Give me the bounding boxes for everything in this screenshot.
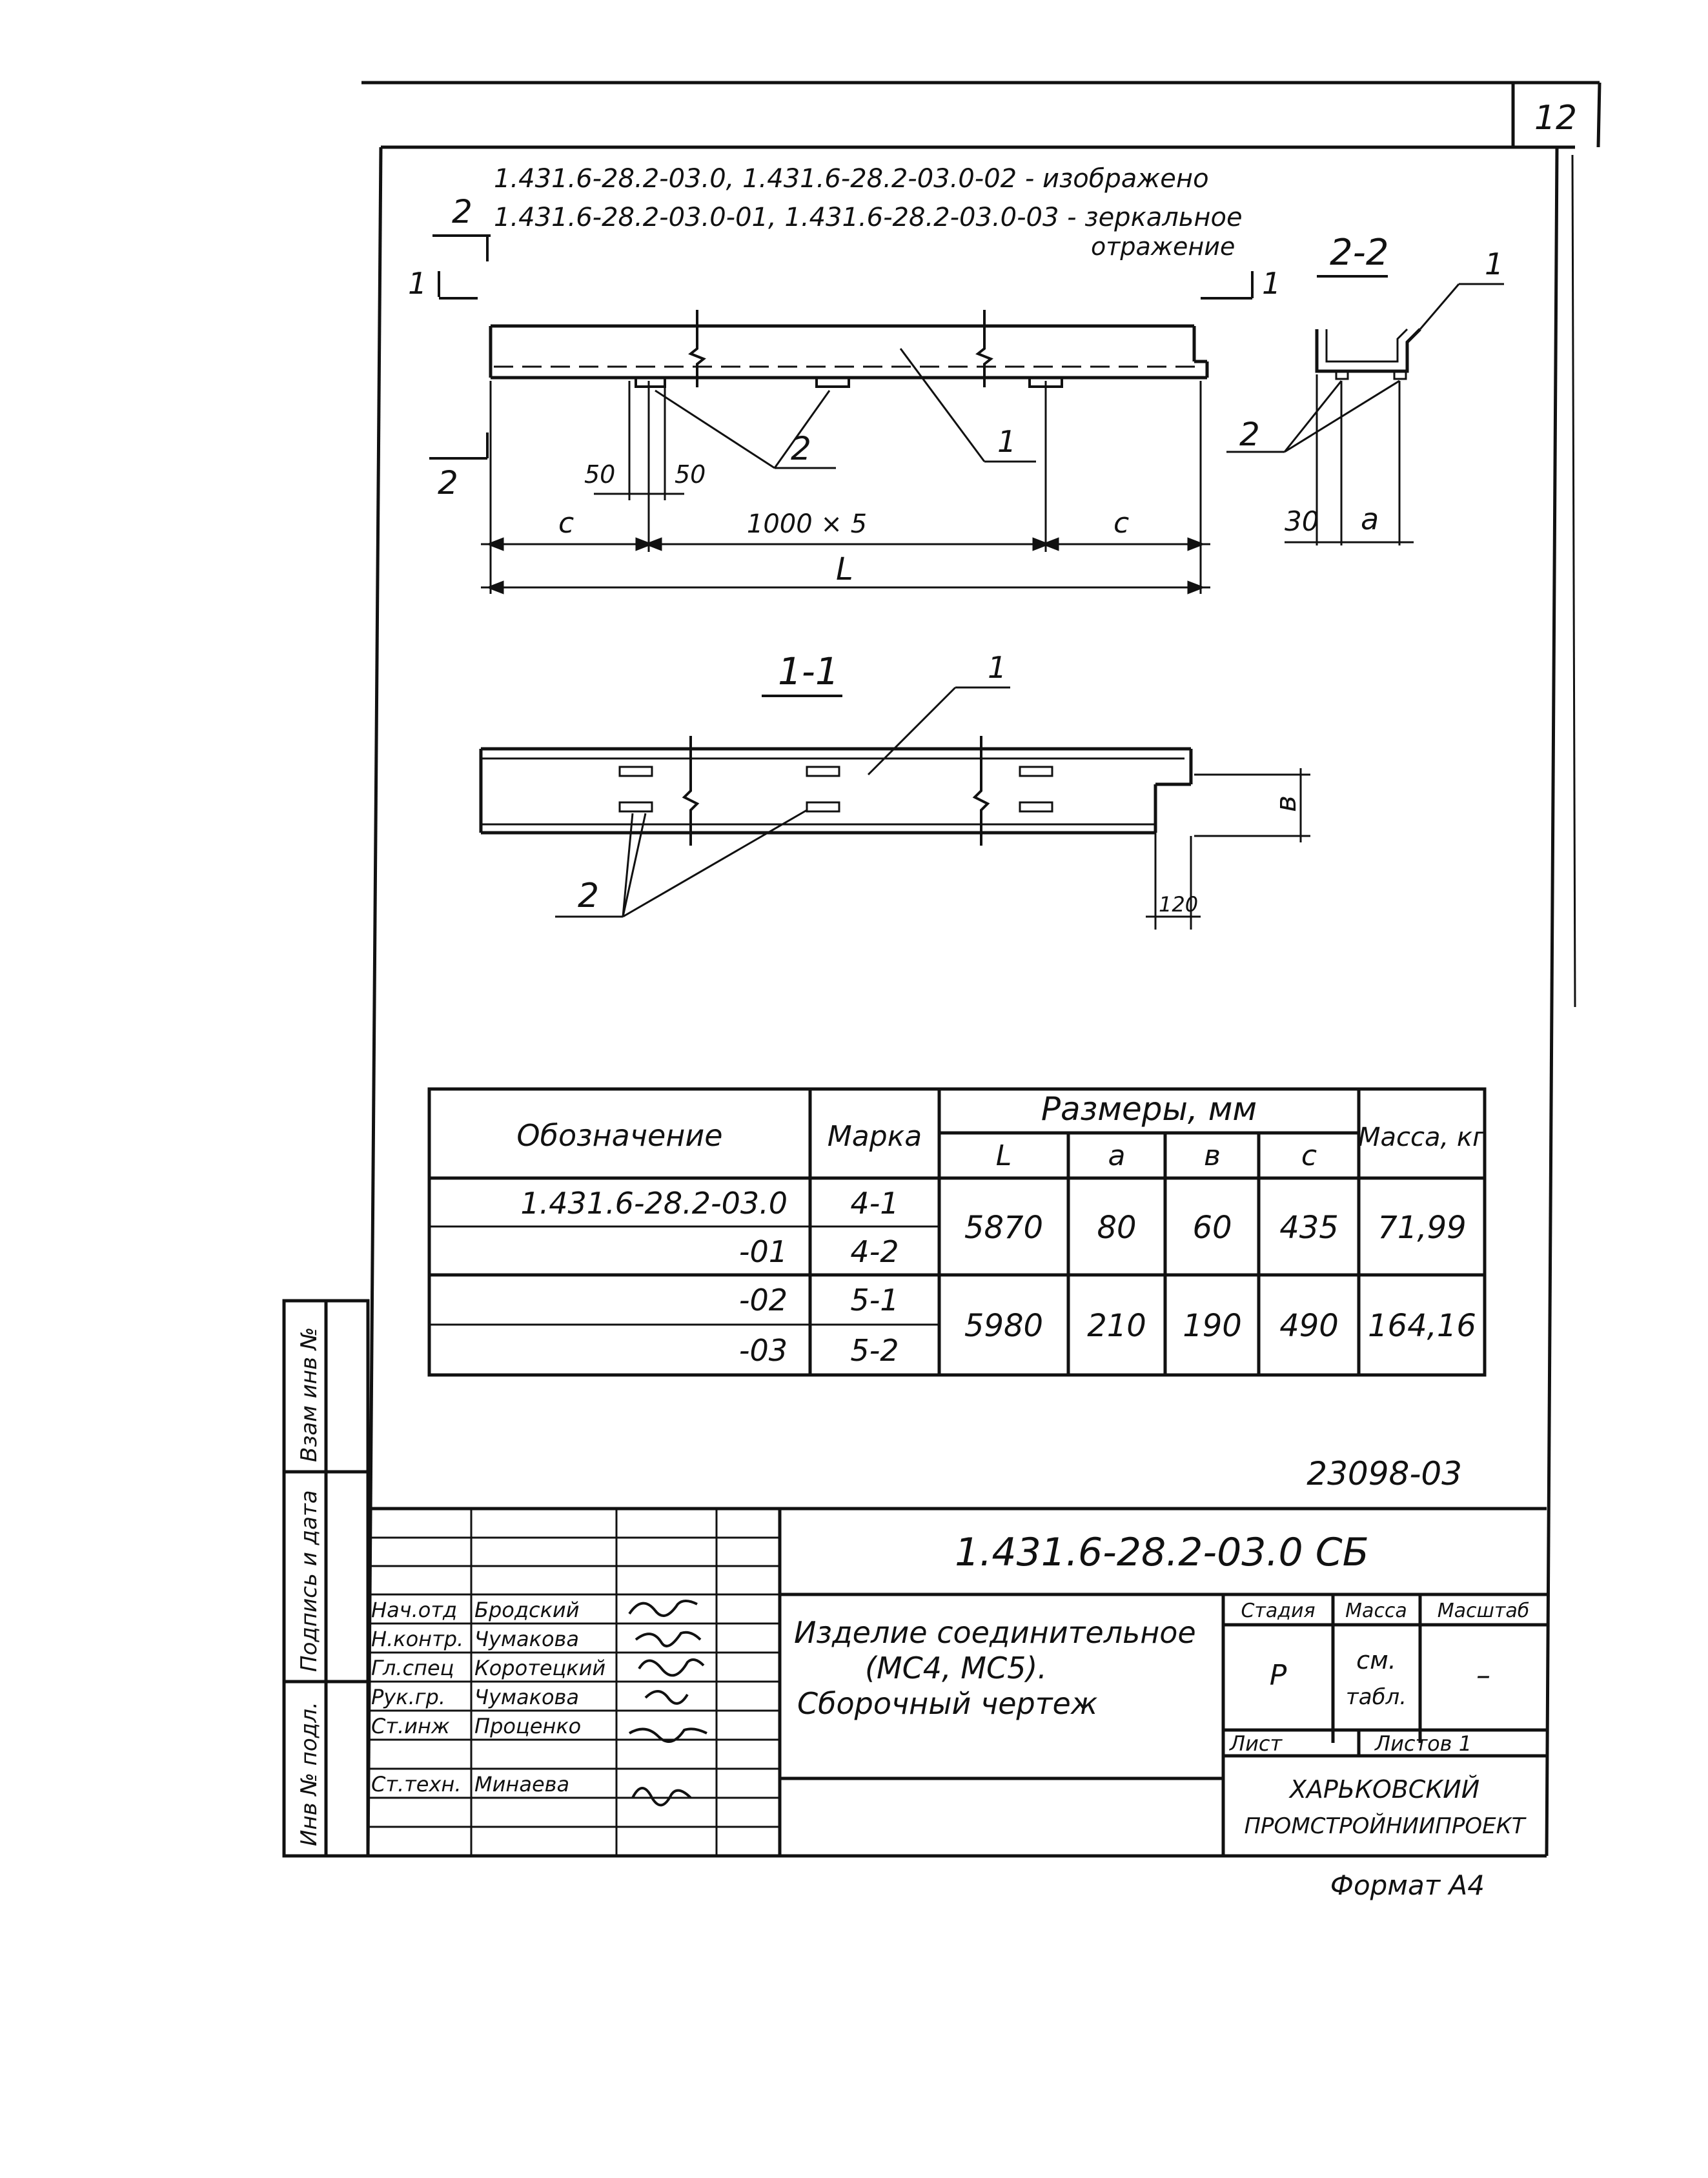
product-title-line-1: Изделие соединительное — [794, 1615, 1196, 1650]
svg-text:1: 1 — [1262, 266, 1281, 301]
th-L: L — [995, 1139, 1012, 1172]
side-stamp-replaced: Взам инв № — [296, 1327, 322, 1462]
dim-c-left: c — [558, 507, 574, 540]
callout-part-2-sec11: 2 — [578, 877, 600, 915]
group-1-a: 80 — [1097, 1210, 1137, 1246]
header-line-3: отражение — [1091, 232, 1235, 261]
table-row-2-designation: -01 — [738, 1234, 788, 1269]
th-sizes: Размеры, мм — [1041, 1090, 1257, 1128]
header-line-1: 1.431.6-28.2-03.0, 1.431.6-28.2-03.0-02 - изображено — [494, 164, 1209, 194]
sheets-label: Листов 1 — [1375, 1731, 1472, 1756]
callout-part-1-main: 1 — [997, 424, 1017, 459]
dim-120: 120 — [1159, 892, 1199, 917]
cut-mark-1-left-label — [408, 266, 427, 301]
scale-label: Масштаб — [1437, 1600, 1530, 1622]
handwritten-signatures — [629, 1601, 707, 1805]
sig-role-6: Ст.техн. — [371, 1772, 462, 1796]
group-2-v: 190 — [1183, 1308, 1242, 1344]
product-title-line-3: Сборочный чертеж — [797, 1686, 1098, 1721]
dim-v: в — [1270, 795, 1303, 812]
mass-value-2: табл. — [1345, 1684, 1407, 1710]
sig-role-3: Гл.спец — [371, 1656, 454, 1680]
sig-role-1: Нач.отд — [371, 1598, 458, 1622]
group-2-mass: 164,16 — [1368, 1308, 1476, 1344]
table-row-1-mark: 4-1 — [850, 1186, 899, 1221]
dim-50-left: 50 — [584, 460, 616, 489]
group-1-L: 5870 — [964, 1210, 1044, 1246]
doc-code: 1.431.6-28.2-03.0 СБ — [955, 1530, 1369, 1575]
th-v: в — [1204, 1139, 1221, 1172]
dim-a: a — [1361, 502, 1379, 536]
sig-role-2: Н.контр. — [371, 1627, 464, 1651]
table-row-4-designation: -03 — [738, 1333, 788, 1368]
th-a: a — [1108, 1139, 1126, 1172]
org-line-2: ПРОМСТРОЙНИИПРОЕКТ — [1244, 1813, 1525, 1839]
group-2-c: 490 — [1279, 1308, 1339, 1344]
page-frame — [361, 83, 1600, 1856]
group-1-c: 435 — [1279, 1210, 1339, 1246]
side-stamp-sign-date: Подпись и дата — [296, 1490, 322, 1672]
table-row-3-designation: -02 — [738, 1283, 788, 1318]
svg-text:2: 2 — [438, 464, 458, 502]
svg-text:2: 2 — [452, 193, 473, 230]
format-label: Формат А4 — [1330, 1869, 1485, 1901]
sig-name-5: Проценко — [474, 1714, 582, 1738]
dim-c-right: c — [1113, 507, 1130, 540]
callout-part-1-section: 1 — [1485, 247, 1504, 281]
callout-part-1-sec11: 1 — [988, 650, 1007, 685]
sig-role-4: Рук.гр. — [371, 1685, 446, 1709]
callout-part-2-section: 2 — [1239, 416, 1260, 453]
group-2-a: 210 — [1087, 1308, 1146, 1344]
mass-value-1: см. — [1356, 1646, 1396, 1674]
archive-number: 23098-03 — [1306, 1455, 1462, 1492]
product-title-line-2: (МС4, МС5). — [865, 1651, 1047, 1685]
th-mass: Масса, кг — [1357, 1123, 1487, 1152]
scale-value: – — [1476, 1659, 1490, 1692]
main-view — [429, 236, 1252, 594]
sig-name-3: Коротецкий — [474, 1656, 606, 1680]
side-stamp-inv-orig: Инв № подл. — [296, 1702, 322, 1846]
mass-label: Масса — [1345, 1600, 1407, 1622]
page-number: 12 — [1534, 99, 1578, 137]
header-line-2: 1.431.6-28.2-03.0-01, 1.431.6-28.2-03.0-03 - зеркальное — [494, 203, 1243, 232]
sig-name-1: Бродский — [474, 1598, 580, 1622]
dim-spacing: 1000 × 5 — [746, 509, 868, 539]
table-row-2-mark: 4-2 — [850, 1234, 899, 1269]
org-line-1: ХАРЬКОВСКИЙ — [1289, 1775, 1480, 1804]
table-row-3-mark: 5-1 — [850, 1283, 899, 1318]
sheet-label: Лист — [1230, 1731, 1283, 1756]
group-1-mass: 71,99 — [1378, 1210, 1467, 1246]
dim-50-right: 50 — [675, 460, 706, 489]
sig-name-2: Чумакова — [474, 1627, 579, 1651]
section-2-2-title: 2-2 — [1330, 232, 1389, 274]
stage-value: Р — [1269, 1659, 1287, 1692]
callout-part-2-main: 2 — [791, 430, 811, 467]
table-row-4-mark: 5-2 — [850, 1333, 899, 1368]
svg-text:1: 1 — [408, 266, 427, 301]
sig-name-4: Чумакова — [474, 1685, 579, 1709]
cut-mark-2-bottom-label — [438, 464, 458, 502]
dim-L: L — [836, 551, 853, 587]
th-c: c — [1301, 1139, 1317, 1172]
group-2-L: 5980 — [964, 1308, 1044, 1344]
group-1-v: 60 — [1192, 1210, 1232, 1246]
section-1-1-title: 1-1 — [778, 649, 839, 693]
sig-name-6: Минаева — [474, 1772, 570, 1796]
stage-label: Стадия — [1241, 1600, 1316, 1622]
sig-role-5: Ст.инж — [371, 1714, 450, 1738]
cut-mark-1-right-label — [1262, 266, 1281, 301]
cut-mark-2-top-label — [452, 193, 473, 230]
th-mark: Марка — [827, 1120, 922, 1153]
dim-30: 30 — [1285, 505, 1319, 537]
th-designation: Обозначение — [516, 1118, 723, 1153]
table-row-1-designation: 1.431.6-28.2-03.0 — [520, 1186, 788, 1221]
